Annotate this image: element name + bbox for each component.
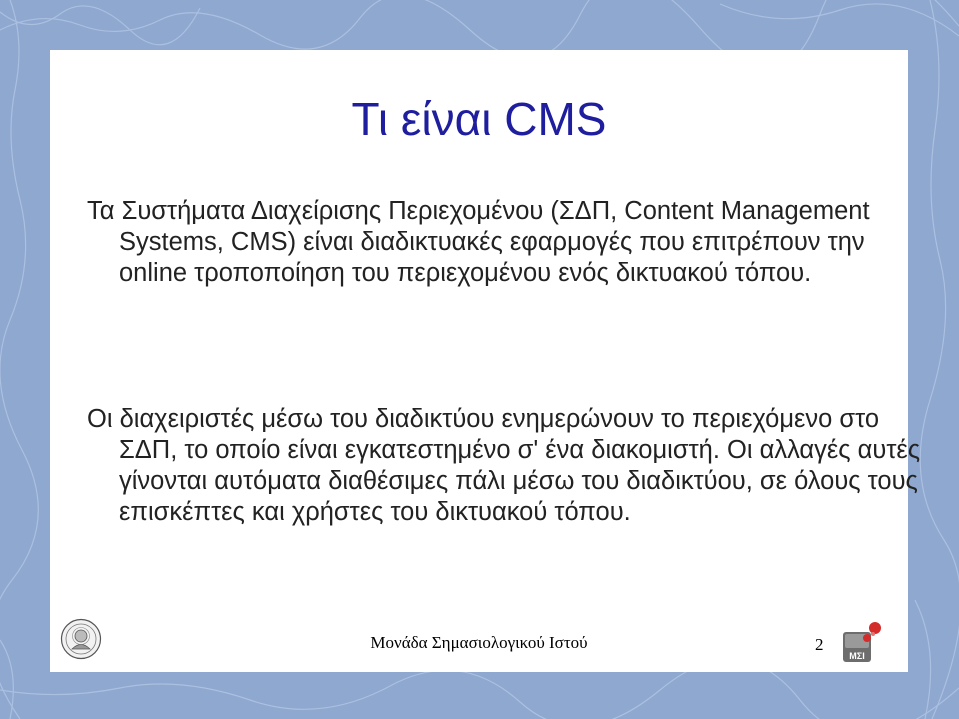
paragraph-administrators: Οι διαχειριστές μέσω του διαδικτύου ενημερώνουν το περιεχόμενο στο ΣΔΠ, το οποίο είναι εγκατεστημένο σ' ένα διακομιστή. Οι αλλαγές αυτές γίνονται αυτόματα διαθέσιμες πάλι μέσω του διαδικτύου, σε όλους τους επισκέπτες και χρήστες του δικτυακού τόπου. [87,405,921,526]
msi-logo-text: ΜΣΙ [849,651,865,661]
slide [50,50,921,672]
paragraph-cms-definition: Τα Συστήματα Διαχείρισης Περιεχομένου (ΣΔΠ, Content Management Systems, CMS) είναι διαδικτυακές εφαρμογές που επιτρέπουν την online τροποποίηση του περιεχομένου ενός δικτυακού τόπου. [87,197,870,287]
footer-unit-name: Μονάδα Σημασιολογικού Ιστού [370,633,588,652]
slide-title: Τι είναι CMS [351,93,607,145]
page-number: 2 [815,635,824,654]
msi-logo-icon [837,620,883,666]
